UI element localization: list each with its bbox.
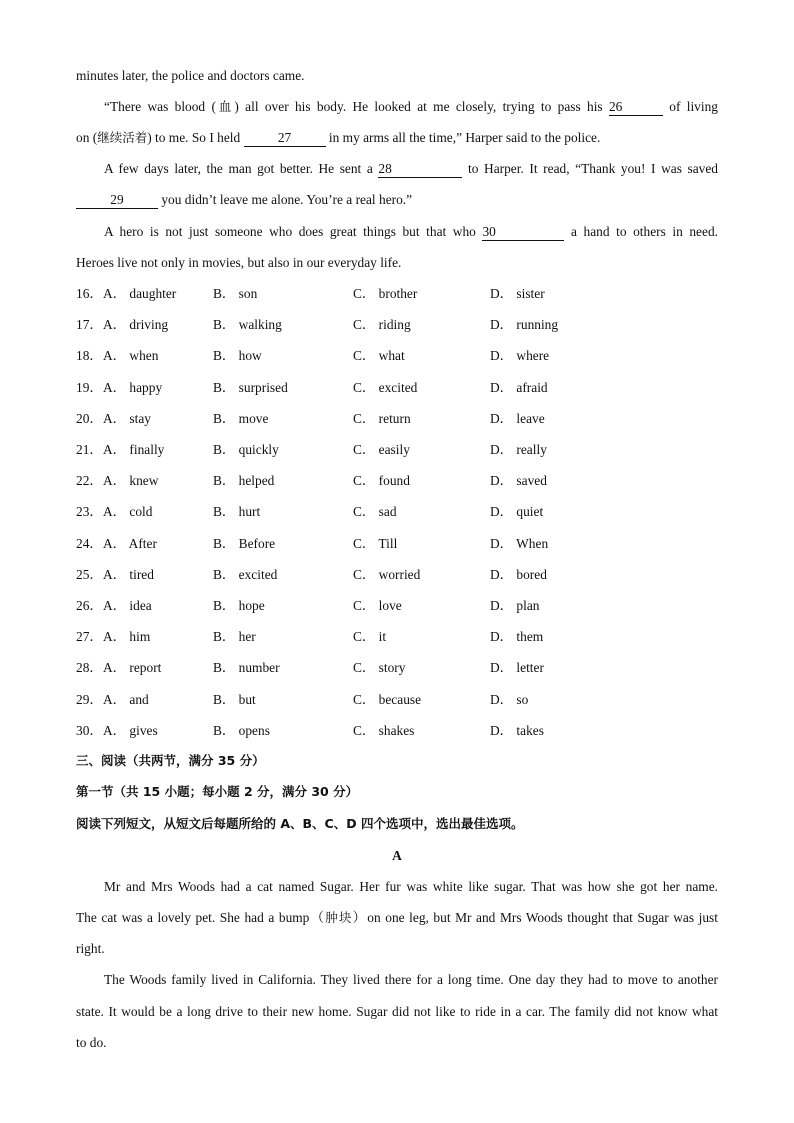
question-row	[76, 658, 696, 678]
question-row	[76, 471, 696, 491]
option-d: D． bored	[490, 566, 547, 582]
passage-line	[76, 190, 718, 210]
question-row	[76, 346, 696, 366]
option-d: D． quiet	[490, 504, 544, 520]
question-number: 26．	[76, 598, 103, 613]
passage-text: The cat was a lovely pet. She had a bump（	[76, 910, 326, 925]
option-b: B． son	[213, 286, 258, 301]
question-row	[76, 440, 696, 460]
option-a: A． driving	[103, 317, 169, 333]
option-c: C． story	[353, 660, 406, 676]
option-b: B． surprised	[213, 379, 288, 395]
part-title: 第一节（共 15 小题；每小题 2 分，满分 30 分）	[76, 784, 359, 799]
option-b: B． how	[213, 348, 262, 364]
option-a: A． him	[103, 629, 151, 645]
passage-line	[104, 159, 718, 179]
question-row	[76, 378, 696, 398]
option-a: A． After	[103, 535, 157, 551]
question-row	[76, 315, 696, 335]
passage-text: in my arms all the time,” Harper said to the police.	[325, 130, 601, 145]
question-number: 19．	[76, 379, 103, 395]
option-c: C． it	[353, 629, 387, 645]
question-number: 27．	[76, 629, 103, 645]
passage-text: ) to me. So I held	[147, 130, 244, 145]
option-c: C． because	[353, 691, 422, 707]
option-a: A． when	[103, 348, 159, 364]
question-row	[76, 690, 696, 710]
question-row	[76, 284, 696, 304]
blank-30: 30	[482, 224, 564, 241]
passage-text: to Harper. It read, “Thank you! I was saved	[462, 161, 718, 176]
passage-text: to do.	[76, 1035, 107, 1050]
question-number: 29．	[76, 691, 103, 707]
passage-text: of living	[662, 99, 718, 114]
option-c: C． found	[353, 473, 410, 489]
option-a: A． knew	[103, 473, 159, 489]
passage-line	[104, 970, 718, 990]
option-d: D． where	[490, 348, 550, 364]
question-row	[76, 596, 696, 616]
blank-28: 28	[378, 161, 462, 178]
passage-text: you didn’t leave me alone. You’re a real hero.”	[158, 192, 413, 207]
question-number: 18．	[76, 348, 103, 364]
option-d: D． sister	[490, 286, 545, 301]
passage-text: state. It would be a long drive to their new home. Sugar did not like to ride in a car. The family did not know what	[76, 1004, 718, 1019]
option-a: A． happy	[103, 379, 163, 395]
option-a: A． stay	[103, 410, 151, 426]
question-number: 25．	[76, 566, 103, 582]
passage-text: “There was blood (	[104, 99, 216, 114]
blank-26: 26	[609, 99, 663, 116]
question-number: 17．	[76, 317, 103, 333]
passage-text: a hand to others in need.	[564, 224, 718, 239]
option-c: C． worried	[353, 566, 421, 582]
passage-text: 继续活着	[97, 130, 148, 145]
option-c: C． brother	[353, 286, 418, 301]
option-b: B． quickly	[213, 442, 279, 457]
section-title: 三、阅读（共两节，满分 35 分）	[76, 753, 265, 768]
option-c: C． Till	[353, 535, 398, 551]
question-row	[76, 565, 696, 585]
passage-line	[76, 908, 718, 928]
option-d: D． leave	[490, 410, 545, 426]
option-b: B． opens	[213, 722, 270, 738]
passage-line	[104, 222, 718, 242]
passage-line	[104, 877, 718, 897]
option-b: B． excited	[213, 566, 278, 582]
passage-text: The Woods family lived in California. They lived there for a long time. One day they had to move to another	[104, 972, 718, 987]
option-a: A． finally	[103, 442, 165, 457]
passage-line	[76, 253, 718, 273]
passage-text: A few days later, the man got better. He sent a	[104, 161, 379, 176]
question-row	[76, 534, 696, 554]
question-number: 16．	[76, 286, 103, 301]
option-d: D． plan	[490, 598, 540, 613]
option-b: B． number	[213, 660, 280, 676]
passage-text: Heroes live not only in movies, but also in our everyday life.	[76, 255, 402, 270]
option-b: B． hope	[213, 598, 265, 613]
option-d: D． saved	[490, 473, 547, 489]
option-b: B． helped	[213, 473, 275, 489]
option-b: B． Before	[213, 535, 276, 551]
option-a: A． cold	[103, 504, 153, 520]
passage-line	[76, 1033, 718, 1053]
question-number: 23．	[76, 504, 103, 520]
option-c: C． return	[353, 410, 411, 426]
option-c: C． shakes	[353, 722, 415, 738]
option-c: C． easily	[353, 442, 410, 457]
question-row	[76, 627, 696, 647]
passage-line	[76, 66, 718, 86]
passage-text: on (	[76, 130, 98, 145]
option-d: D． them	[490, 629, 544, 645]
option-b: B． her	[213, 629, 256, 645]
option-b: B． move	[213, 410, 269, 426]
passage-text: minutes later, the police and doctors came.	[76, 68, 305, 83]
instruction: 阅读下列短文，从短文后每题所给的 A、B、C、D 四个选项中，选出最佳选项。	[76, 816, 524, 831]
option-d: D． running	[490, 317, 559, 333]
option-c: C． excited	[353, 379, 418, 395]
passage-text: 血	[215, 99, 235, 114]
question-number: 20．	[76, 410, 103, 426]
passage-line	[76, 1002, 718, 1022]
question-row	[76, 721, 696, 741]
passage-line	[104, 97, 718, 117]
passage-text: A hero is not just someone who does great things but that who	[104, 224, 483, 239]
question-number: 21．	[76, 442, 103, 457]
question-number: 28．	[76, 660, 103, 676]
question-row	[76, 502, 696, 522]
option-a: A． tired	[103, 566, 154, 582]
option-a: A． daughter	[103, 286, 177, 301]
option-c: C． riding	[353, 317, 411, 333]
passage-text: right.	[76, 941, 105, 956]
option-c: C． what	[353, 348, 405, 364]
option-c: C． love	[353, 598, 402, 613]
option-b: B． walking	[213, 317, 282, 333]
option-d: D． so	[490, 691, 529, 707]
passage-label: A	[392, 848, 402, 863]
blank-27: 27	[244, 130, 326, 147]
passage-text: ) all over his body. He looked at me closely, trying to pass his	[234, 99, 609, 114]
passage-text: ）on one leg, but Mr and Mrs Woods thought that Sugar was just	[352, 910, 718, 925]
question-number: 24．	[76, 535, 103, 551]
passage-line	[76, 939, 718, 959]
question-number: 30．	[76, 722, 103, 738]
option-c: C． sad	[353, 504, 397, 520]
option-d: D． takes	[490, 722, 544, 738]
option-a: A． and	[103, 691, 149, 707]
question-row	[76, 409, 696, 429]
option-a: A． gives	[103, 722, 158, 738]
option-b: B． but	[213, 691, 256, 707]
passage-text: 肿块	[325, 910, 353, 925]
option-d: D． letter	[490, 660, 544, 676]
question-number: 22．	[76, 473, 103, 489]
option-a: A． idea	[103, 598, 152, 613]
option-b: B． hurt	[213, 504, 261, 520]
passage-text: Mr and Mrs Woods had a cat named Sugar. Her fur was white like sugar. That was how she got her name.	[104, 879, 718, 894]
blank-29: 29	[76, 192, 158, 209]
passage-line	[76, 128, 718, 148]
option-d: D． When	[490, 535, 549, 551]
option-d: D． really	[490, 442, 547, 457]
option-a: A． report	[103, 660, 162, 676]
option-d: D． afraid	[490, 379, 548, 395]
